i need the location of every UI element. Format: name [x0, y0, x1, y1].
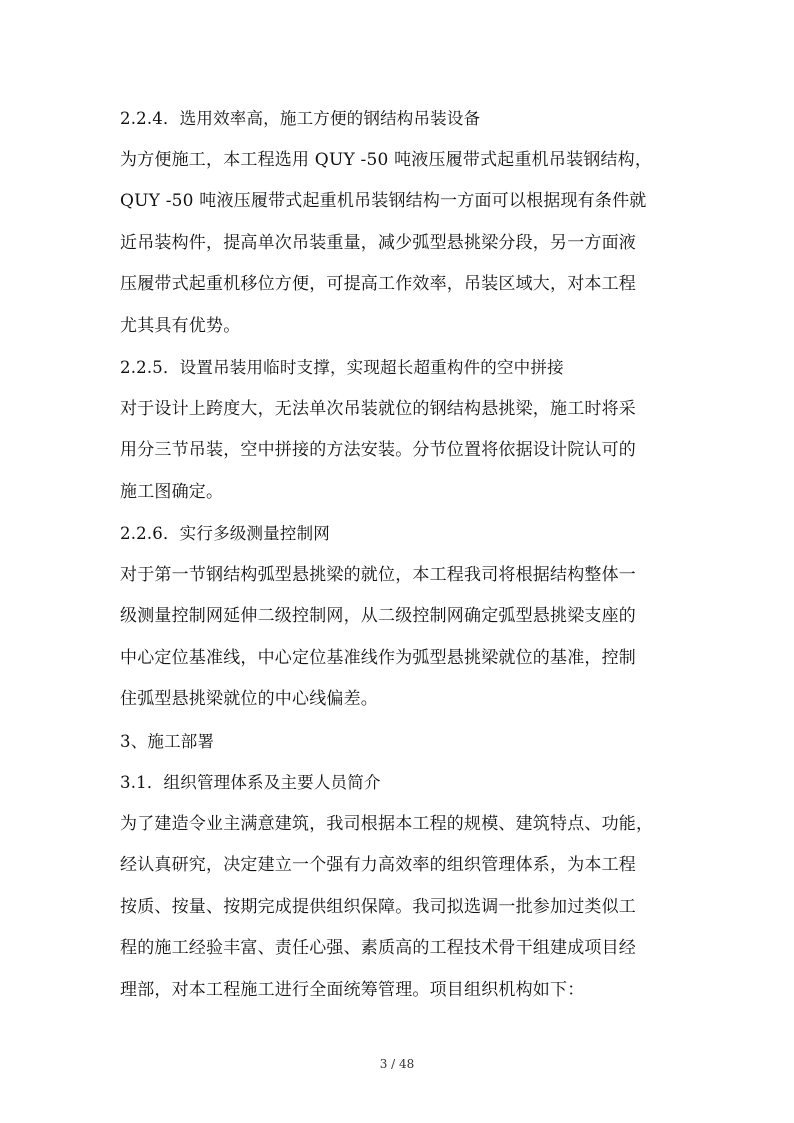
paragraph-line: 对于设计上跨度大，无法单次吊装就位的钢结构悬挑梁，施工时将采 — [120, 398, 636, 419]
section-heading-2-2-5: 2.2.5．设置吊装用临时支撑，实现超长超重构件的空中拼接 — [120, 358, 564, 377]
paragraph-line: 理部，对本工程施工进行全面统筹管理。项目组织机构如下： — [120, 979, 585, 1000]
paragraph-line: 住弧型悬挑梁就位的中心线偏差。 — [120, 689, 378, 709]
paragraph-line: 近吊装构件，提高单次吊装重量，减少弧型悬挑梁分段，另一方面液 — [120, 232, 636, 253]
paragraph-line: 施工图确定。 — [120, 481, 224, 502]
page-number: 3 / 48 — [379, 1057, 415, 1071]
paragraph-line: 对于第一节钢结构弧型悬挑梁的就位，本工程我司将根据结构整体一 — [120, 564, 636, 585]
paragraph-line: 中心定位基准线，中心定位基准线作为弧型悬挑梁就位的基准，控制 — [120, 647, 636, 668]
paragraph-line: 级测量控制网延伸二级控制网，从二级控制网确定弧型悬挑梁支座的 — [120, 606, 636, 626]
paragraph-line: 为方便施工，本工程选用 QUY -50 吨液压履带式起重机吊装钢结构， — [120, 149, 653, 170]
paragraph-line: 按质、按量、按期完成提供组织保障。我司拟选调一批参加过类似工 — [120, 896, 636, 917]
paragraph-line: 经认真研究，决定建立一个强有力高效率的组织管理体系，为本工程 — [120, 855, 636, 875]
section-heading-3-1: 3.1．组织管理体系及主要人员简介 — [120, 773, 381, 792]
section-heading-3: 3、施工部署 — [120, 731, 215, 751]
section-heading-2-2-4: 2.2.4．选用效率高，施工方便的钢结构吊装设备 — [120, 109, 481, 128]
paragraph-line: 程的施工经验丰富、责任心强、素质高的工程技术骨干组建成项目经 — [120, 938, 636, 958]
section-heading-2-2-6: 2.2.6．实行多级测量控制网 — [120, 524, 330, 543]
paragraph-line: 用分三节吊装，空中拼接的方法安装。分节位置将依据设计院认可的 — [120, 440, 636, 460]
document-body — [120, 98, 680, 1011]
paragraph-line: 压履带式起重机移位方便，可提高工作效率，吊装区域大，对本工程 — [120, 274, 636, 294]
paragraph-line: 尤其具有优势。 — [120, 315, 241, 336]
paragraph-line: 为了建造令业主满意建筑，我司根据本工程的规模、建筑特点、功能， — [120, 813, 654, 834]
paragraph-line: QUY -50 吨液压履带式起重机吊装钢结构一方面可以根据现有条件就 — [120, 191, 647, 211]
